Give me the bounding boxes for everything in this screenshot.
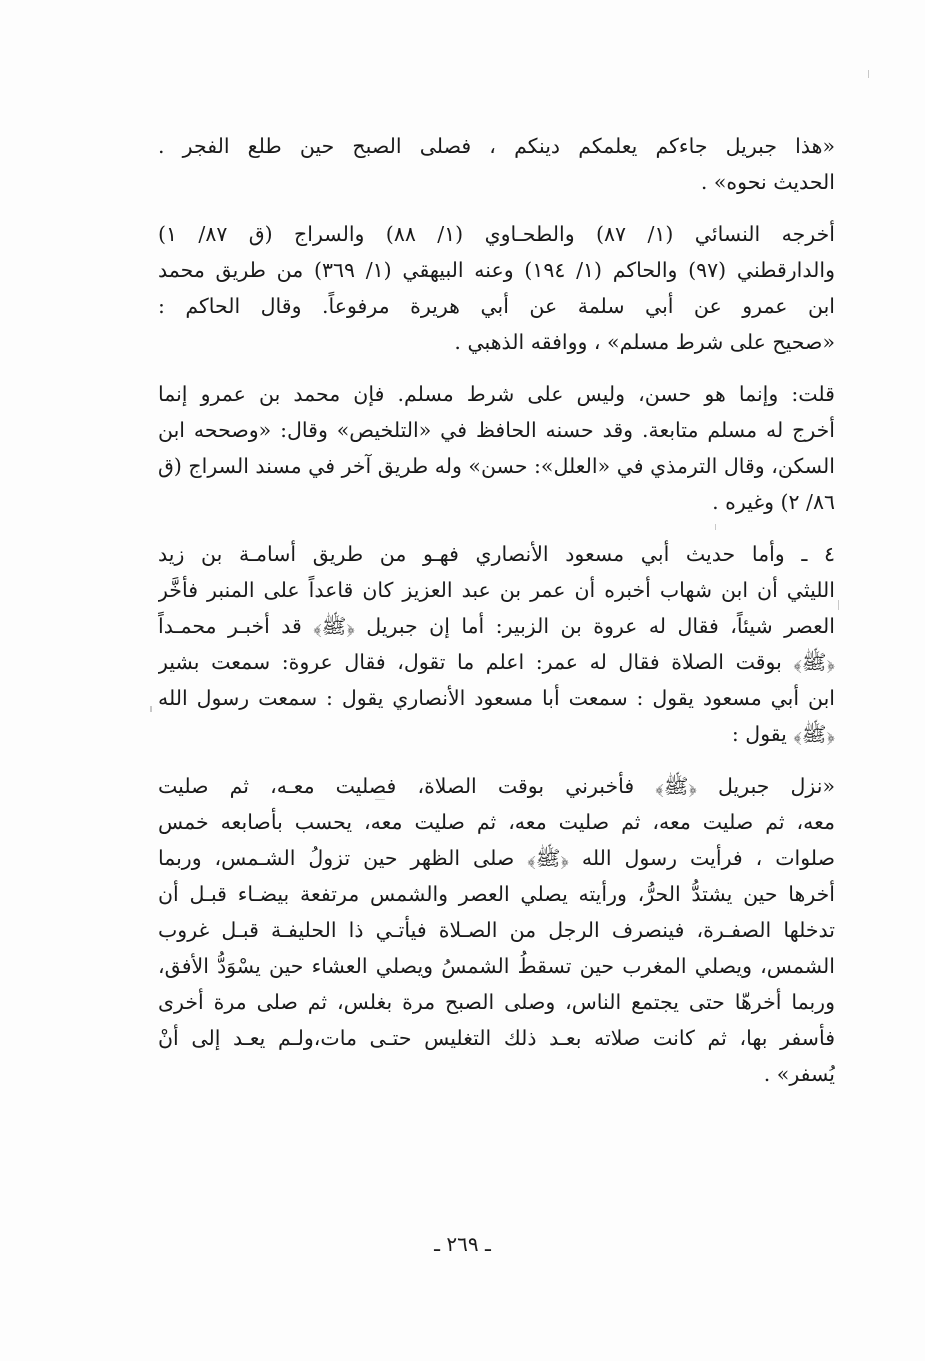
scan-speck-mark (715, 524, 716, 530)
scan-speck-mark (868, 70, 869, 78)
text-line: فأسفر بها، ثم كانت صلاته بعـد ذلك التغليس حتـى مات،ولـم يعـد إلى أنْ (158, 1026, 835, 1050)
paragraph-takhrij-1 (158, 216, 835, 360)
text-line: الحديث نحوه» . (700, 170, 835, 194)
text-line: الشمس، ويصلي المغرب حين تسقطُ الشمسُ ويصلي العشاء حين يسْوَدُّ الأفق، (158, 954, 835, 978)
text-line: ﴿ﷺ﴾ بوقت الصلاة فقال له عمر: اعلم ما تقول، فقال عروة: سمعت بشير (158, 650, 835, 674)
text-line: «صحيح على شرط مسلم» ، ووافقه الذهبي . (454, 330, 835, 354)
text-line: ابن عمرو عن أبي سلمة عن أبي هريرة مرفوعاً. وقال الحاكم : (158, 294, 835, 318)
paragraph-hadith-quote-2 (158, 768, 835, 1092)
paragraph-hadith-quote-1 (158, 128, 835, 200)
text-line: أخرج له مسلم متابعة. وقد حسنه الحافظ في «التلخيص» وقال: «وصححه ابن (158, 418, 835, 442)
text-line: والدارقطني (٩٧) والحاكم (١/ ١٩٤) وعنه البيهقي (١/ ٣٦٩) من طريق محمد (158, 258, 835, 282)
text-line: أخرها حين يشتدُّ الحرُّ، ورأيته يصلي العصر والشمس مرتفعة بيضـاء قبـل أن (158, 882, 835, 906)
text-line: ﴿ﷺ﴾ يقول : (731, 722, 835, 746)
scan-speck-mark (150, 706, 152, 712)
text-line: أخرجه النسائي (١/ ٨٧) والطحـاوي (١/ ٨٨) والسراج (ق ٨٧/ ١) (158, 222, 835, 246)
text-line: ٤ ـ وأما حديث أبي مسعود الأنصاري فهـو من طريق أسامـة بن زيد (158, 542, 835, 566)
text-line: معه، ثم صليت معه، ثم صليت معه، ثم صليت معه، يحسب بأصابعه خمس (158, 810, 835, 834)
text-line: تدخلها الصفـرة، فينصرف الرجل من الصـلاة فيأتـي ذا الحليفـة قبـل غروب (158, 918, 835, 942)
text-line: قلت: وإنما هو حسن، وليس على شرط مسلم. فإن محمد بن عمرو إنما (158, 382, 835, 406)
paragraph-hadith-abu-masud (158, 536, 835, 752)
text-line: «نزل جبريل ﴿ﷺ﴾ فأخبرني بوقت الصلاة، فصليت معـه، ثم صليت (158, 774, 835, 798)
text-line: ابن أبي مسعود يقول : سمعت أبا مسعود الأنصاري يقول : سمعت رسول الله (158, 686, 835, 710)
text-line: السكن، وقال الترمذي في «العلل»: حسن» وله طريق آخر في مسند السراج (ق (158, 454, 835, 478)
text-line: صلوات ، فرأيت رسول الله ﴿ﷺ﴾ صلى الظهر حين تزولُ الشـمس، وربما (158, 846, 835, 870)
page-body-text (158, 128, 835, 1108)
text-line: الليثي أن ابن شهاب أخبره أن عمر بن عبد العزيز كان قاعداً على المنبر فأخَّر (158, 578, 835, 602)
page-number: ـ ٢٦٩ ـ (434, 1232, 491, 1256)
text-line: العصر شيئاً، فقال له عروة بن الزبير: أما إن جبريل ﴿ﷺ﴾ قد أخبـر محمـداً (158, 614, 835, 638)
text-line: وربما أخرهّا حتى يجتمع الناس، وصلى الصبح مرة بغلس، ثم صلى مرة أخرى (158, 990, 835, 1014)
scan-speck-mark (375, 799, 385, 800)
scan-speck-mark (838, 600, 839, 610)
paragraph-author-note (158, 376, 835, 520)
text-line: ٨٦/ ٢) وغيره . (712, 490, 835, 514)
text-line: «هذا جبريل جاءكم يعلمكم دينكم ، فصلى الصبح حين طلع الفجر . (158, 134, 835, 158)
text-line: يُسفر» . (763, 1062, 835, 1086)
